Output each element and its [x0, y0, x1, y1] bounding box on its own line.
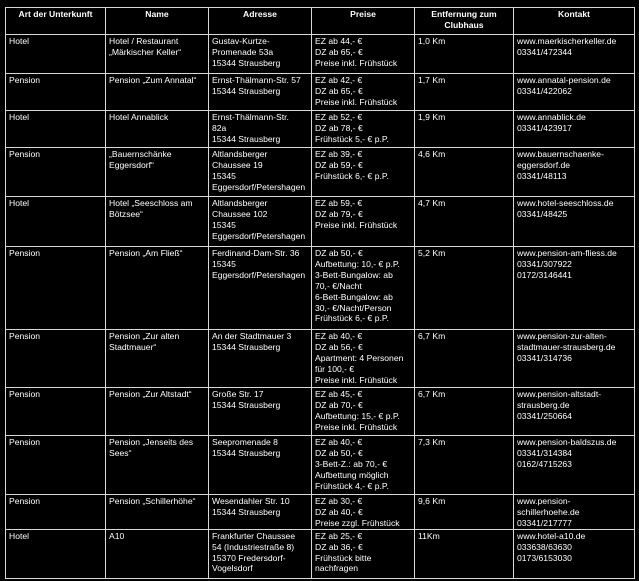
table-row [6, 35, 635, 74]
cell-address: Altlandsberger Chaussee 19 15345 Eggersdorf/Petershagen [209, 148, 312, 197]
cell-name: Pension „Zur alten Stadtmauer“ [106, 330, 209, 388]
cell-name: „Bauernschänke Eggersdorf“ [106, 148, 209, 197]
cell-contact: www.pension-baldszus.de 03341/314384 0162/4715263 [514, 436, 635, 495]
cell-distance: 7,3 Km [415, 436, 514, 495]
table-row [6, 330, 635, 388]
cell-type: Pension [6, 495, 106, 530]
table-row [6, 74, 635, 111]
cell-prices: EZ ab 25,- € DZ ab 36,- € Frühstück bitte nachfragen [312, 529, 415, 578]
table-row [6, 436, 635, 495]
cell-address: Ernst-Thälmann-Str. 57 15344 Strausberg [209, 74, 312, 111]
cell-contact: www.bauernschaenke- eggersdorf.de 03341/48113 [514, 148, 635, 197]
cell-name: Pension „Zum Annatal“ [106, 74, 209, 111]
cell-distance: 4,7 Km [415, 197, 514, 247]
header-address: Adresse [209, 8, 312, 35]
cell-name: Pension „Am Fließ“ [106, 247, 209, 330]
cell-prices: EZ ab 30,- € DZ ab 40,- € Preise zzgl. Frühstück [312, 495, 415, 530]
header-name: Name [106, 8, 209, 35]
cell-type: Pension [6, 247, 106, 330]
header-row [6, 8, 635, 35]
cell-contact: www.pension-am-fliess.de 03341/307922 0172/3146441 [514, 247, 635, 330]
header-type: Art der Unterkunft [6, 8, 106, 35]
cell-distance: 4,6 Km [415, 148, 514, 197]
cell-distance: 1,0 Km [415, 35, 514, 74]
cell-distance: 6,7 Km [415, 388, 514, 436]
cell-name: A10 [106, 529, 209, 578]
cell-address: Altlandsberger Chaussee 102 15345 Eggersdorf/Petershagen [209, 197, 312, 247]
cell-prices: EZ ab 40,- € DZ ab 50,- € 3-Bett-Z.: ab 70,- € Aufbettung möglich Frühstück 4,- € p.P. [312, 436, 415, 495]
cell-distance: 1,9 Km [415, 111, 514, 148]
cell-prices: EZ ab 44,- € DZ ab 65,- € Preise inkl. Frühstück [312, 35, 415, 74]
cell-address: Frankfurter Chaussee 54 (Industriestraße 8) 15370 Fredersdorf- Vogelsdorf [209, 529, 312, 578]
table-row [6, 148, 635, 197]
cell-address: Wesendahler Str. 10 15344 Strausberg [209, 495, 312, 530]
cell-prices: EZ ab 39,- € DZ ab 59,- € Frühstück 6,- € p.P. [312, 148, 415, 197]
table-row [6, 111, 635, 148]
cell-name: Hotel Annablick [106, 111, 209, 148]
cell-type: Pension [6, 436, 106, 495]
cell-address: Gustav-Kurtze- Promenade 53a 15344 Strausberg [209, 35, 312, 74]
cell-name: Pension „Jenseits des Sees“ [106, 436, 209, 495]
cell-contact: www.hotel-seeschloss.de 03341/48425 [514, 197, 635, 247]
cell-contact: www.annablick.de 03341/423917 [514, 111, 635, 148]
cell-name: Hotel / Restaurant „Märkischer Keller“ [106, 35, 209, 74]
table-row [6, 388, 635, 436]
cell-prices: EZ ab 59,- € DZ ab 79,- € Preise inkl. Frühstück [312, 197, 415, 247]
table-row [6, 529, 635, 578]
cell-type: Pension [6, 74, 106, 111]
cell-address: Große Str. 17 15344 Strausberg [209, 388, 312, 436]
cell-type: Pension [6, 148, 106, 197]
cell-name: Hotel „Seeschloss am Bötzsee“ [106, 197, 209, 247]
cell-contact: www.annatal-pension.de 03341/422062 [514, 74, 635, 111]
cell-prices: EZ ab 40,- € DZ ab 56,- € Apartment: 4 Personen für 100,- € Preise inkl. Frühstück [312, 330, 415, 388]
cell-distance: 9,6 Km [415, 495, 514, 530]
cell-distance: 5,2 Km [415, 247, 514, 330]
cell-type: Hotel [6, 35, 106, 74]
cell-address: Ferdinand-Dam-Str. 36 15345 Eggersdorf/Petershagen [209, 247, 312, 330]
cell-distance: 6,7 Km [415, 330, 514, 388]
table-row [6, 197, 635, 247]
cell-contact: www.maerkischerkeller.de 03341/472344 [514, 35, 635, 74]
table-row [6, 495, 635, 530]
cell-contact: www.hotel-a10.de 033638/63630 0173/6153030 [514, 529, 635, 578]
cell-prices: EZ ab 52,- € DZ ab 78,- € Frühstück 5,- € p.P. [312, 111, 415, 148]
cell-type: Hotel [6, 111, 106, 148]
header-contact: Kontakt [514, 8, 635, 35]
cell-type: Pension [6, 330, 106, 388]
cell-type: Hotel [6, 197, 106, 247]
cell-address: Seepromenade 8 15344 Strausberg [209, 436, 312, 495]
cell-distance: 1,7 Km [415, 74, 514, 111]
cell-type: Hotel [6, 529, 106, 578]
cell-address: An der Stadtmauer 3 15344 Strausberg [209, 330, 312, 388]
cell-name: Pension „Zur Altstadt“ [106, 388, 209, 436]
cell-address: Ernst-Thälmann-Str. 82a 15344 Strausberg [209, 111, 312, 148]
accommodation-table [5, 7, 635, 579]
cell-prices: DZ ab 50,- € Aufbettung: 10,- € p.P. 3-Bett-Bungalow: ab 70,- €/Nacht 6-Bett-Bungalow: ab 30,- €/Nacht/Person Frühstück 6,- € p.P. [312, 247, 415, 330]
header-distance: Entfernung zum Clubhaus [415, 8, 514, 35]
cell-distance: 11Km [415, 529, 514, 578]
cell-contact: www.pension- schillerhoehe.de 03341/217777 [514, 495, 635, 530]
cell-name: Pension „Schillerhöhe“ [106, 495, 209, 530]
header-prices: Preise [312, 8, 415, 35]
cell-contact: www.pension-zur-alten- stadtmauer-strausberg.de 03341/314736 [514, 330, 635, 388]
cell-prices: EZ ab 45,- € DZ ab 70,- € Aufbettung: 15,- € p.P. Preise inkl. Frühstück [312, 388, 415, 436]
cell-prices: EZ ab 42,- € DZ ab 65,- € Preise inkl. Frühstück [312, 74, 415, 111]
cell-contact: www.pension-altstadt- strausberg.de 03341/250664 [514, 388, 635, 436]
cell-type: Pension [6, 388, 106, 436]
table-row [6, 247, 635, 330]
